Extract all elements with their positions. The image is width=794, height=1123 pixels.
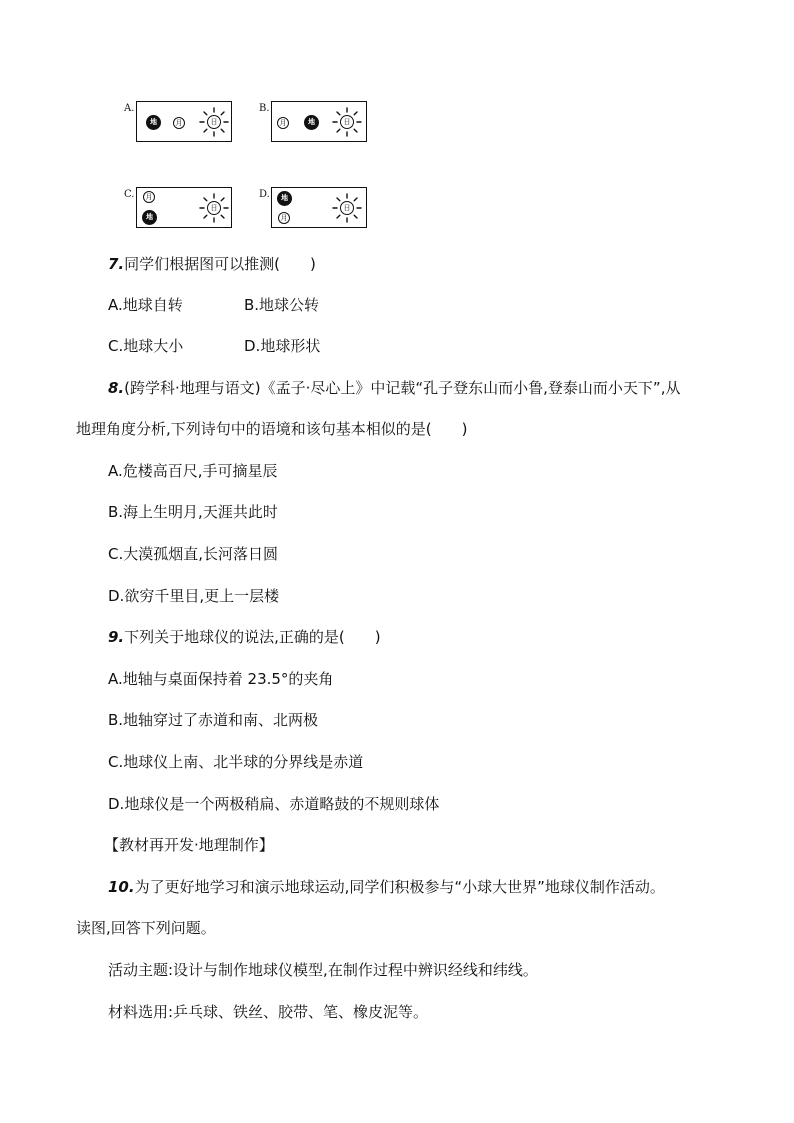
question-8-option-a: A.危楼高百尺,手可摘星辰 xyxy=(108,462,278,480)
earth-icon: 地 xyxy=(142,210,157,225)
option-b-box xyxy=(271,101,367,142)
option-b-label: B. xyxy=(259,103,270,114)
option-c-box xyxy=(136,187,232,228)
option-a-label: A. xyxy=(124,103,135,114)
sun-icon xyxy=(332,107,362,137)
earth-icon: 地 xyxy=(304,115,319,130)
earth-icon: 地 xyxy=(146,115,161,130)
question-number: 7. xyxy=(108,255,125,273)
question-number: 9. xyxy=(108,628,125,646)
option-c-label: C. xyxy=(124,189,135,200)
earth-icon: 地 xyxy=(277,191,292,206)
sun-icon xyxy=(199,193,229,223)
moon-icon: 月 xyxy=(173,117,185,129)
moon-icon: 月 xyxy=(278,212,290,224)
question-8-option-b: B.海上生明月,天涯共此时 xyxy=(108,503,278,521)
question-7-stem xyxy=(108,254,316,274)
option-a-box xyxy=(136,101,232,142)
sun-icon xyxy=(199,107,229,137)
moon-icon: 月 xyxy=(143,191,155,203)
sun-icon xyxy=(332,193,362,223)
question-7-option-d: D.地球形状 xyxy=(244,337,321,355)
question-9-option-a: A.地轴与桌面保持着 23.5°的夹角 xyxy=(108,670,334,688)
question-10-stem xyxy=(108,877,665,897)
sun-label: 日 xyxy=(343,204,351,212)
question-9-option-d: D.地球仪是一个两极稍扁、赤道略鼓的不规则球体 xyxy=(108,795,440,813)
option-d-label: D. xyxy=(259,189,270,200)
question-9-option-b: B.地轴穿过了赤道和南、北两极 xyxy=(108,711,319,729)
question-number: 10. xyxy=(108,878,135,896)
question-10-stem-line2: 读图,回答下列问题。 xyxy=(76,919,216,937)
question-text: 同学们根据图可以推测( ) xyxy=(124,255,316,273)
materials-list: 材料选用:乒乓球、铁丝、胶带、笔、橡皮泥等。 xyxy=(108,1003,429,1021)
sun-label: 日 xyxy=(210,204,218,212)
question-9-option-c: C.地球仪上南、北半球的分界线是赤道 xyxy=(108,753,364,771)
question-text: 为了更好地学习和演示地球运动,同学们积极参与“小球大世界”地球仪制作活动。 xyxy=(134,878,665,896)
question-8-stem-line2: 地理角度分析,下列诗句中的语境和该句基本相似的是( ) xyxy=(76,420,468,438)
activity-theme: 活动主题:设计与制作地球仪模型,在制作过程中辨识经线和纬线。 xyxy=(108,961,538,979)
section-heading: 【教材再开发·地理制作】 xyxy=(104,836,274,854)
question-number: 8. xyxy=(108,379,125,397)
question-8-option-d: D.欲穷千里目,更上一层楼 xyxy=(108,587,280,605)
question-text: (跨学科·地理与语文)《孟子·尽心上》中记载“孔子登东山而小鲁,登泰山而小天下”,从 xyxy=(124,379,681,397)
question-7-option-a: A.地球自转 xyxy=(108,296,183,314)
sun-label: 日 xyxy=(210,118,218,126)
question-7-option-b: B.地球公转 xyxy=(244,296,320,314)
question-8-stem xyxy=(108,378,680,398)
question-7-option-c: C.地球大小 xyxy=(108,337,184,355)
sun-label: 日 xyxy=(343,118,351,126)
question-text: 下列关于地球仪的说法,正确的是( ) xyxy=(124,628,381,646)
moon-icon: 月 xyxy=(277,117,289,129)
question-8-option-c: C.大漠孤烟直,长河落日圆 xyxy=(108,545,279,563)
question-9-stem xyxy=(108,627,381,647)
option-d-box xyxy=(271,187,367,228)
